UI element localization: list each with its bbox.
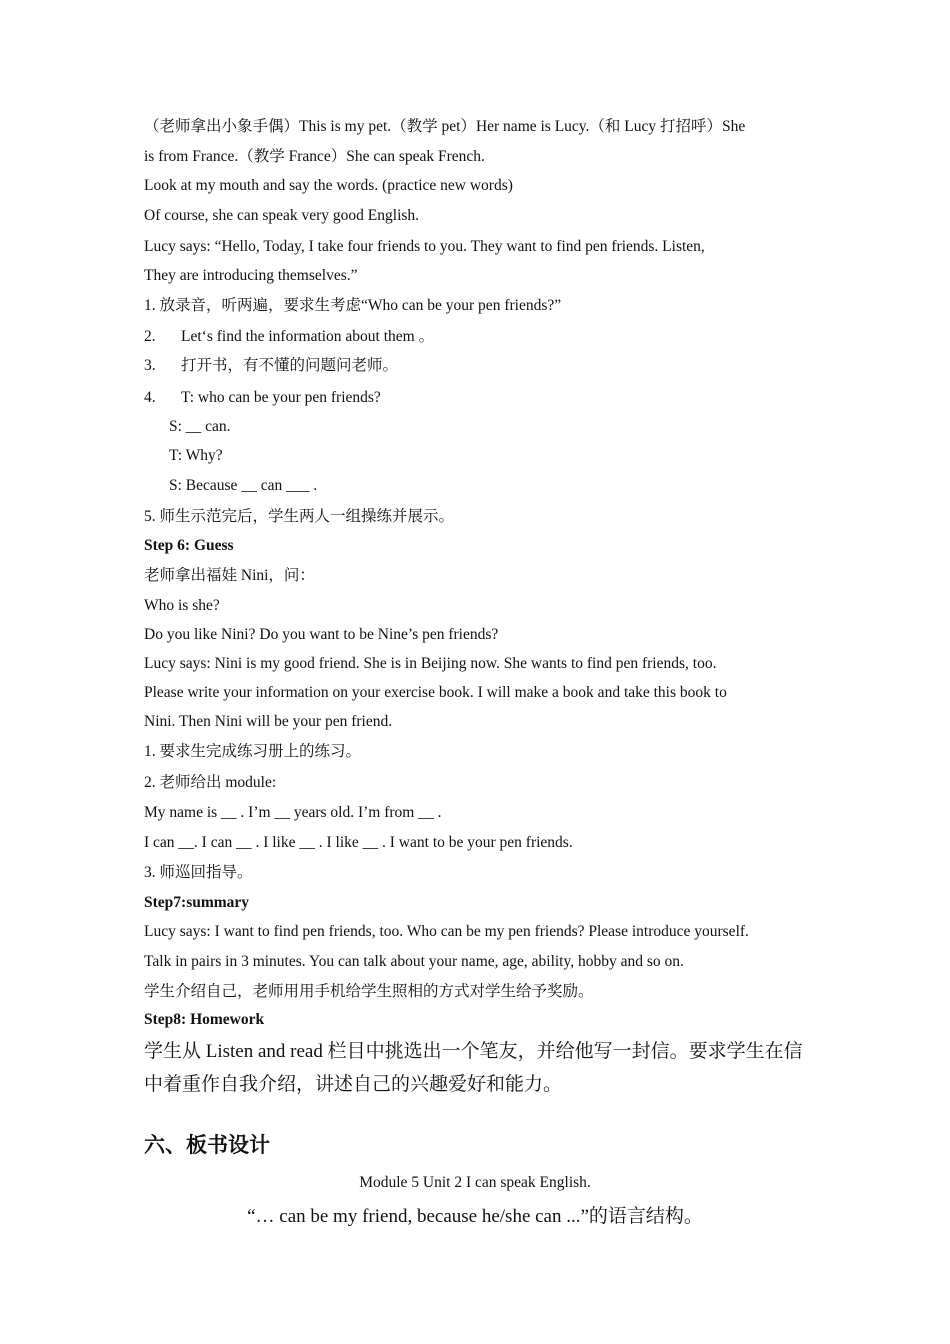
text-line: Do you like Nini? Do you want to be Nine’s pen friends? bbox=[144, 626, 499, 643]
text-line: 老师拿出福娃 Nini，问： bbox=[144, 567, 315, 584]
text-line: Nini. Then Nini will be your pen friend. bbox=[144, 713, 393, 730]
step-heading: Step8: Homework bbox=[144, 1011, 265, 1028]
list-item: 3. 师巡回指导。 bbox=[144, 864, 253, 881]
list-item: 1. 要求生完成练习册上的练习。 bbox=[144, 743, 362, 760]
text-line: （老师拿出小象手偶）This is my pet.（教学 pet）Her name is Lucy.（和 Lucy 打招呼）She bbox=[144, 118, 746, 135]
text-line: 学生介绍自己，老师用用手机给学生照相的方式对学生给予奖励。 bbox=[144, 983, 594, 1000]
dialogue-line: S: Because __ can ___ . bbox=[169, 477, 318, 494]
list-number: 2. bbox=[144, 328, 156, 345]
text-line: Please write your information on your exercise book. I will make a book and take this book to bbox=[144, 684, 727, 701]
step-heading: Step7:summary bbox=[144, 894, 250, 911]
list-item bbox=[144, 388, 381, 408]
list-text: Let‘s find the information about them 。 bbox=[181, 328, 435, 345]
text-line: 中着重作自我介绍，讲述自己的兴趣爱好和能力。 bbox=[144, 1074, 563, 1095]
text-line: 学生从 Listen and read 栏目中挑选出一个笔友，并给他写一封信。要求学生在信 bbox=[144, 1041, 803, 1062]
board-title: Module 5 Unit 2 I can speak English. bbox=[359, 1174, 591, 1191]
list-item bbox=[144, 327, 434, 347]
text-line: is from France.（教学 France）She can speak French. bbox=[144, 148, 485, 165]
text-line: I can __. I can __ . I like __ . I like __ . I want to be your pen friends. bbox=[144, 834, 573, 851]
text-line: My name is __ . I’m __ years old. I’m from __ . bbox=[144, 804, 442, 821]
list-item: 2. 老师给出 module: bbox=[144, 774, 277, 791]
list-item: 1. 放录音，听两遍，要求生考虑“Who can be your pen friends?” bbox=[144, 297, 562, 314]
list-text: 打开书，有不懂的问题问老师。 bbox=[181, 357, 399, 374]
text-line: They are introducing themselves.” bbox=[144, 267, 358, 284]
text-line: Look at my mouth and say the words. (practice new words) bbox=[144, 177, 513, 194]
list-text: T: who can be your pen friends? bbox=[181, 389, 381, 406]
dialogue-line: S: __ can. bbox=[169, 418, 231, 435]
board-structure: “… can be my friend, because he/she can ...”的语言结构。 bbox=[247, 1206, 703, 1227]
list-number: 4. bbox=[144, 389, 156, 406]
list-number: 3. bbox=[144, 357, 156, 374]
dialogue-line: T: Why? bbox=[169, 447, 223, 464]
text-line: Lucy says: “Hello, Today, I take four friends to you. They want to find pen friends. Listen, bbox=[144, 238, 705, 255]
text-line: Who is she? bbox=[144, 597, 220, 614]
text-line: Lucy says: I want to find pen friends, too. Who can be my pen friends? Please introduce yourself. bbox=[144, 923, 749, 940]
step-heading: Step 6: Guess bbox=[144, 537, 234, 554]
list-item bbox=[144, 356, 398, 376]
list-item: 5. 师生示范完后，学生两人一组操练并展示。 bbox=[144, 508, 455, 525]
text-line: Lucy says: Nini is my good friend. She is in Beijing now. She wants to find pen friends, too. bbox=[144, 655, 717, 672]
text-line: Talk in pairs in 3 minutes. You can talk about your name, age, ability, hobby and so on. bbox=[144, 953, 684, 970]
text-line: Of course, she can speak very good English. bbox=[144, 207, 420, 224]
section-heading: 六、板书设计 bbox=[144, 1133, 270, 1157]
